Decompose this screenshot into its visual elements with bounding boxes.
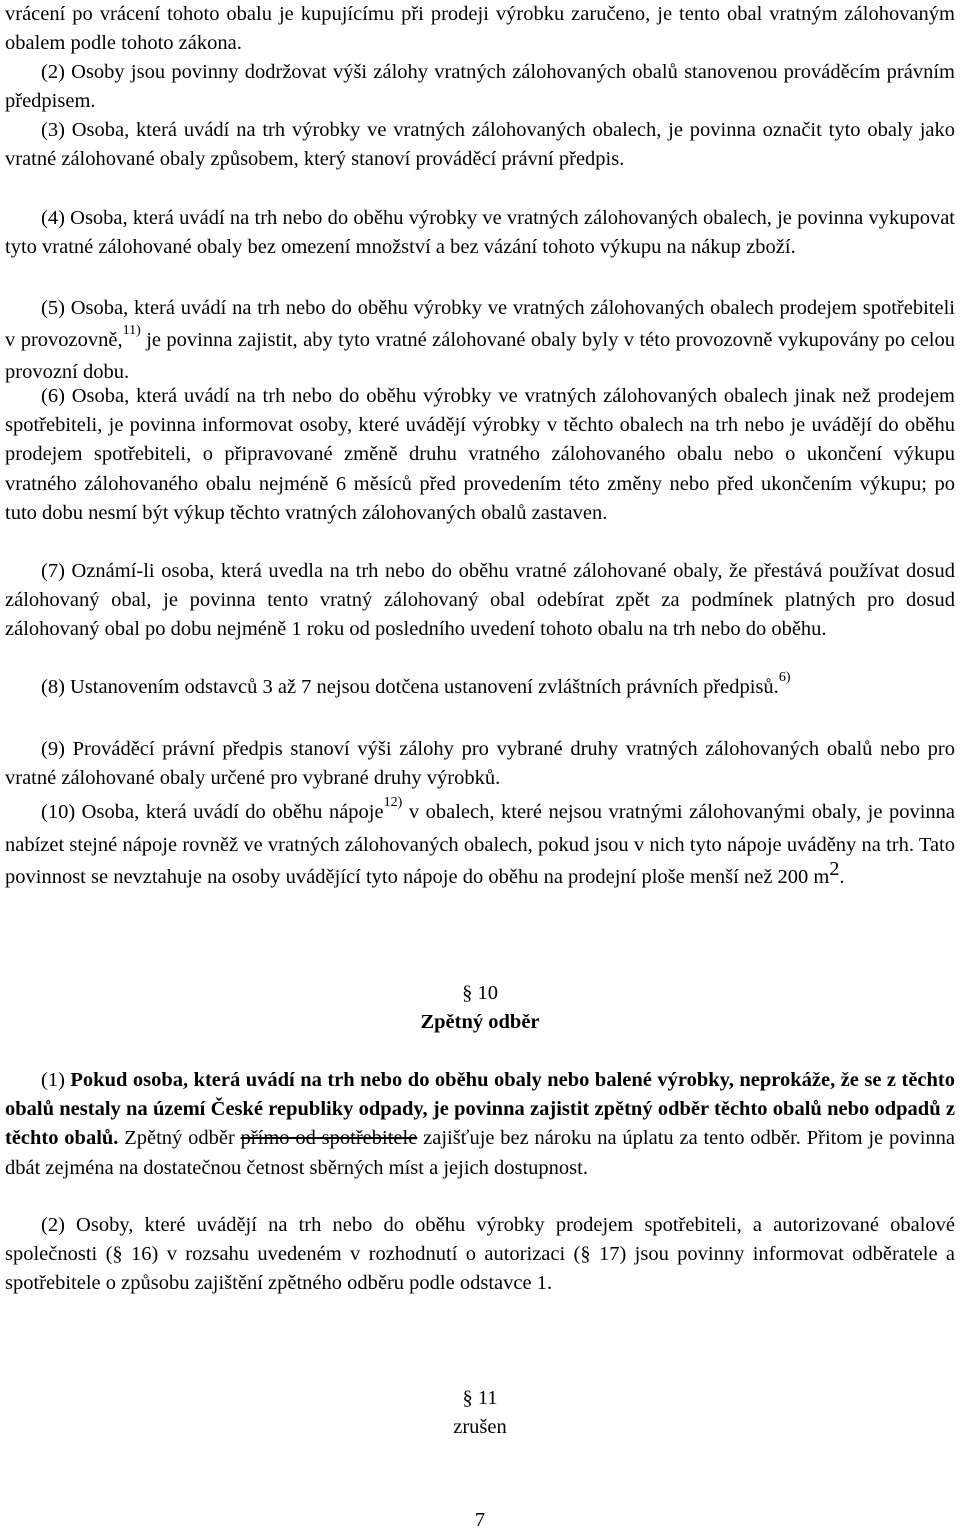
- section-10-title: Zpětný odběr: [420, 1011, 540, 1033]
- paragraph-10-text-c: .: [839, 866, 845, 888]
- paragraph-5-text-b: je povinna zajistit, aby tyto vratné zálohované obaly byly v této provozovně vykupovány po celou provozní dobu.: [5, 329, 955, 383]
- paragraph-6: (6) Osoba, která uvádí na trh nebo do oběhu výrobky ve vratných zálohovaných obalech jinak než prodejem spotřebiteli, je povinna informovat osoby, které uvádějí výrobky v těchto obalech na trh nebo je uvádějí do oběhu prodejem spotřebiteli, o připravované změně druhu vratného zálohovaného obalu nebo o ukončení výkupu vratného zálohovaného obalu nejméně 6 měsíců před provedením této změny nebo před ukončením výkupu; po tuto dobu nesmí být výkup těchto vratných zálohovaných obalů zastaven.: [5, 385, 955, 524]
- paragraph-9: (9) Prováděcí právní předpis stanoví výši zálohy pro vybrané druhy vratných zálohovaných obalů nebo pro vratné zálohované obaly určené pro vybrané druhy výrobků.: [5, 738, 955, 790]
- section-10-p1-end: zajišťuje bez nároku na úplatu za tento odběr. Přitom je povinna dbát zejména na dostatečnou četnost sběrných míst a jejich dostupnost.: [5, 1127, 956, 1179]
- paragraph-7: (7) Oznámí-li osoba, která uvedla na trh nebo do oběhu vratné zálohované obaly, že přestává používat dosud zálohovaný obal, je povinna tento vratný zálohovaný obal odebírat zpět za podmínek platných pro dosud zálohovaný obal po dobu nejméně 1 roku od posledního uvedení tohoto obalu na trh nebo do oběhu.: [5, 560, 955, 641]
- paragraph-10: [5, 796, 955, 894]
- paragraph-continuation: vrácení po vrácení tohoto obalu je kupujícímu při prodeji výrobku zaručeno, je tento obal vratným zálohovaným obalem podle tohoto zákona.: [5, 3, 955, 55]
- page-number: 7: [474, 1509, 486, 1531]
- footnote-ref-6: 6): [778, 670, 791, 685]
- paragraph-8-text: (8) Ustanovením odstavců 3 až 7 nejsou dotčena ustanovení zvláštních právních předpisů.: [41, 676, 779, 698]
- section-10-p1-bold: Pokud osoba, která uvádí na trh nebo do oběhu obaly nebo balené výrobky, neprokáže, že se z těchto obalů nestaly na území České republiky odpady, je povinna zajistit zpětný odběr těchto obalů nebo odpadů z těchto obalů.: [5, 1069, 955, 1150]
- section-10-number: § 10: [462, 982, 498, 1004]
- section-11-number: § 11: [462, 1387, 498, 1409]
- footnote-ref-12: 12): [383, 795, 403, 810]
- section-10-paragraph-2: (2) Osoby, které uvádějí na trh nebo do oběhu výrobky prodejem spotřebiteli, a autorizované obalové společnosti (§ 16) v rozsahu uvedeném v rozhodnutí o autorizaci (§ 17) jsou povinny informovat odběratele a spotřebitele o způsobu zajištění zpětného odběru podle odstavce 1.: [5, 1214, 955, 1295]
- section-11-status: zrušen: [453, 1416, 507, 1438]
- section-10-p1-mid: Zpětný odběr: [118, 1127, 241, 1150]
- footnote-ref-11: 11): [122, 323, 141, 338]
- paragraph-3: (3) Osoba, která uvádí na trh výrobky ve vratných zálohovaných obalech, je povinna označit tyto obaly jako vratné zálohované obaly způsobem, který stanoví prováděcí právní předpis.: [5, 119, 955, 171]
- superscript-square: 2: [829, 858, 840, 880]
- paragraph-5: [5, 292, 955, 388]
- paragraph-5-text-a: (5) Osoba, která uvádí na trh nebo do oběhu výrobky ve vratných zálohovaných obalech prodejem spotřebiteli v provozovně,: [5, 297, 955, 351]
- paragraph-10-text-b: v obalech, které nejsou vratnými zálohovanými obaly, je povinna nabízet stejné nápoje rovněž ve vratných zálohovaných obalech, pokud jsou v nich tyto nápoje uváděny na trh. Tato povinnost se nevztahuje na osoby uvádějící tyto nápoje do oběhu na prodejní ploše menší než 200 m: [5, 801, 955, 888]
- section-10-p1-strike: přímo od spotřebitele: [240, 1127, 418, 1150]
- paragraph-2: (2) Osoby jsou povinny dodržovat výši zálohy vratných zálohovaných obalů stanovenou prováděcím právním předpisem.: [5, 61, 955, 113]
- paragraph-8: [5, 672, 955, 702]
- paragraph-10-text-a: (10) Osoba, která uvádí do oběhu nápoje: [41, 801, 384, 823]
- section-10-paragraph-1: [5, 1066, 955, 1183]
- section-10-p1-lead: (1): [41, 1069, 71, 1091]
- paragraph-4: (4) Osoba, která uvádí na trh nebo do oběhu výrobky ve vratných zálohovaných obalech, je povinna vykupovat tyto vratné zálohované obaly bez omezení množství a bez vázání tohoto výkupu na nákup zboží.: [5, 207, 955, 259]
